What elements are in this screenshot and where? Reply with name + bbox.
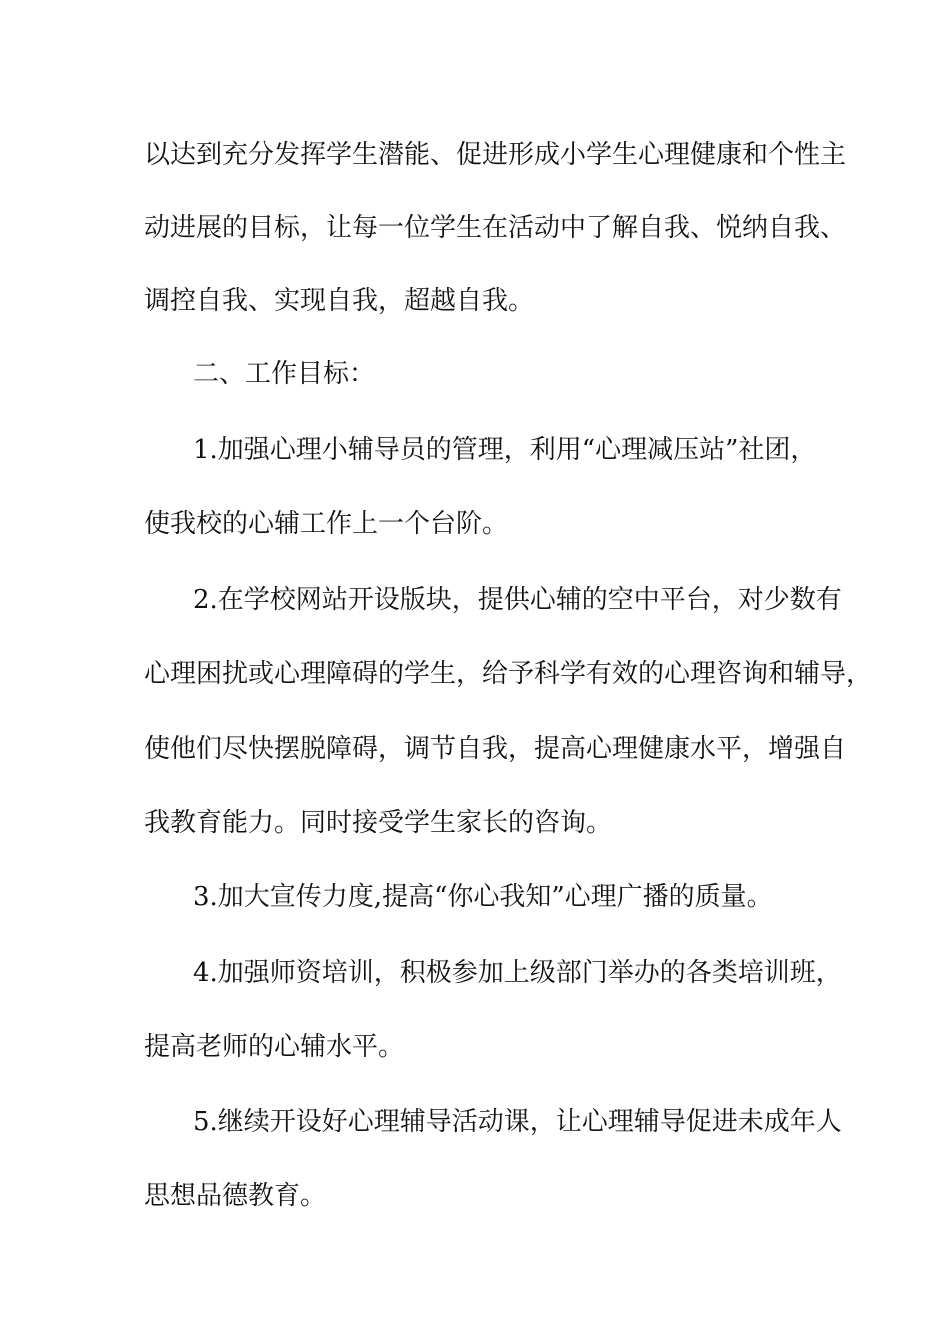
list-item-line: 我教育能力。同时接受学生家长的咨询。 (144, 808, 613, 838)
list-item-line: 5.继续开设好心理辅导活动课，让心理辅导促进未成年人 (193, 1107, 842, 1137)
list-item-line: 3.加大宣传力度,提高“你心我知”心理广播的质量。 (193, 882, 773, 912)
list-item-line: 思想品德教育。 (144, 1181, 327, 1211)
paragraph-line: 调控自我、实现自我，超越自我。 (144, 286, 535, 316)
list-item-line: 4.加强师资培训，积极参加上级部门举办的各类培训班， (193, 958, 842, 988)
section-heading: 二、工作目标： (193, 359, 376, 389)
list-item-line: 使我校的心辅工作上一个台阶。 (144, 509, 509, 539)
paragraph-line: 动进展的目标，让每一位学生在活动中了解自我、悦纳自我、 (144, 213, 847, 243)
list-item-line: 提高老师的心辅水平。 (144, 1032, 405, 1062)
list-item-line: 使他们尽快摆脱障碍，调节自我，提高心理健康水平，增强自 (144, 734, 847, 764)
list-item-line: 心理困扰或心理障碍的学生，给予科学有效的心理咨询和辅导， (144, 659, 873, 689)
list-item-line: 1.加强心理小辅导员的管理，利用“心理减压站”社团， (193, 435, 817, 465)
paragraph-line: 以达到充分发挥学生潜能、促进形成小学生心理健康和个性主 (144, 140, 847, 170)
list-item-line: 2.在学校网站开设版块，提供心辅的空中平台，对少数有 (193, 585, 842, 615)
